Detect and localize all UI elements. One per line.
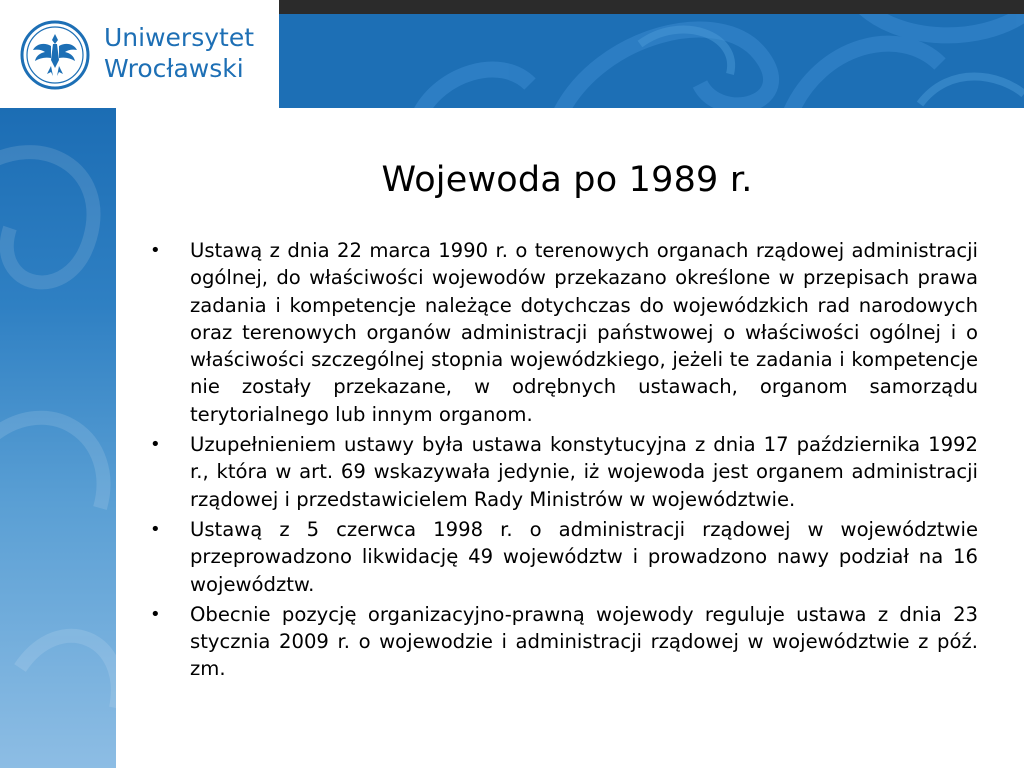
strip-swirl-decoration <box>0 108 116 768</box>
bullet-item <box>150 516 978 598</box>
bullet-list <box>150 237 978 686</box>
bullet-text: Ustawą z 5 czerwca 1998 r. o administracji rządowej w województwie przeprowadzono likwidację 49 województw i prowadzono nawy podział na 16 województw. <box>190 517 978 596</box>
bullet-item <box>150 601 978 683</box>
bullet-text: Uzupełnieniem ustawy była ustawa konstytucyjna z dnia 17 października 1992 r., która w art. 69 wskazywała jedynie, iż wojewoda jest organem administracji rządowej i przedstawicielem Rady Ministrów w województwie. <box>190 433 978 511</box>
logo-line-1: Uniwersytet <box>104 23 254 52</box>
bullet-dot: • <box>150 518 161 540</box>
slide-title: Wojewoda po 1989 r. <box>381 160 753 200</box>
left-decorative-strip <box>0 108 116 768</box>
bullet-item <box>150 431 978 513</box>
eagle-emblem-icon <box>20 20 90 90</box>
bullet-text: Ustawą z dnia 22 marca 1990 r. o terenowych organach rządowej administracji ogólnej, do właściwości wojewodów przekazano określone w przepisach prawa zadania i kompetencje należące dotychczas do wojewódzkich rad narodowych oraz terenowych organów administracji państwowej o właściwości ogólnej i o właściwości szczególnej stopnia wojewódzkiego, jeżeli te zadania i kompetencje nie zostały przekazane, w odrębnych ustawach, organom samorządu terytorialnego lub innym organom. <box>190 239 978 426</box>
bullet-dot: • <box>150 603 161 625</box>
university-logo[interactable] <box>0 0 279 108</box>
bullet-dot: • <box>150 240 161 261</box>
bullet-text: Obecnie pozycję organizacyjno-prawną wojewody reguluje ustawa z dnia 23 stycznia 2009 r. o wojewodzie i administracji rządowej w województwie z póź. zm. <box>190 602 978 681</box>
bullet-dot: • <box>150 434 161 456</box>
bullet-item <box>150 237 978 428</box>
university-name <box>104 22 254 84</box>
logo-line-2: Wrocławski <box>104 54 244 83</box>
